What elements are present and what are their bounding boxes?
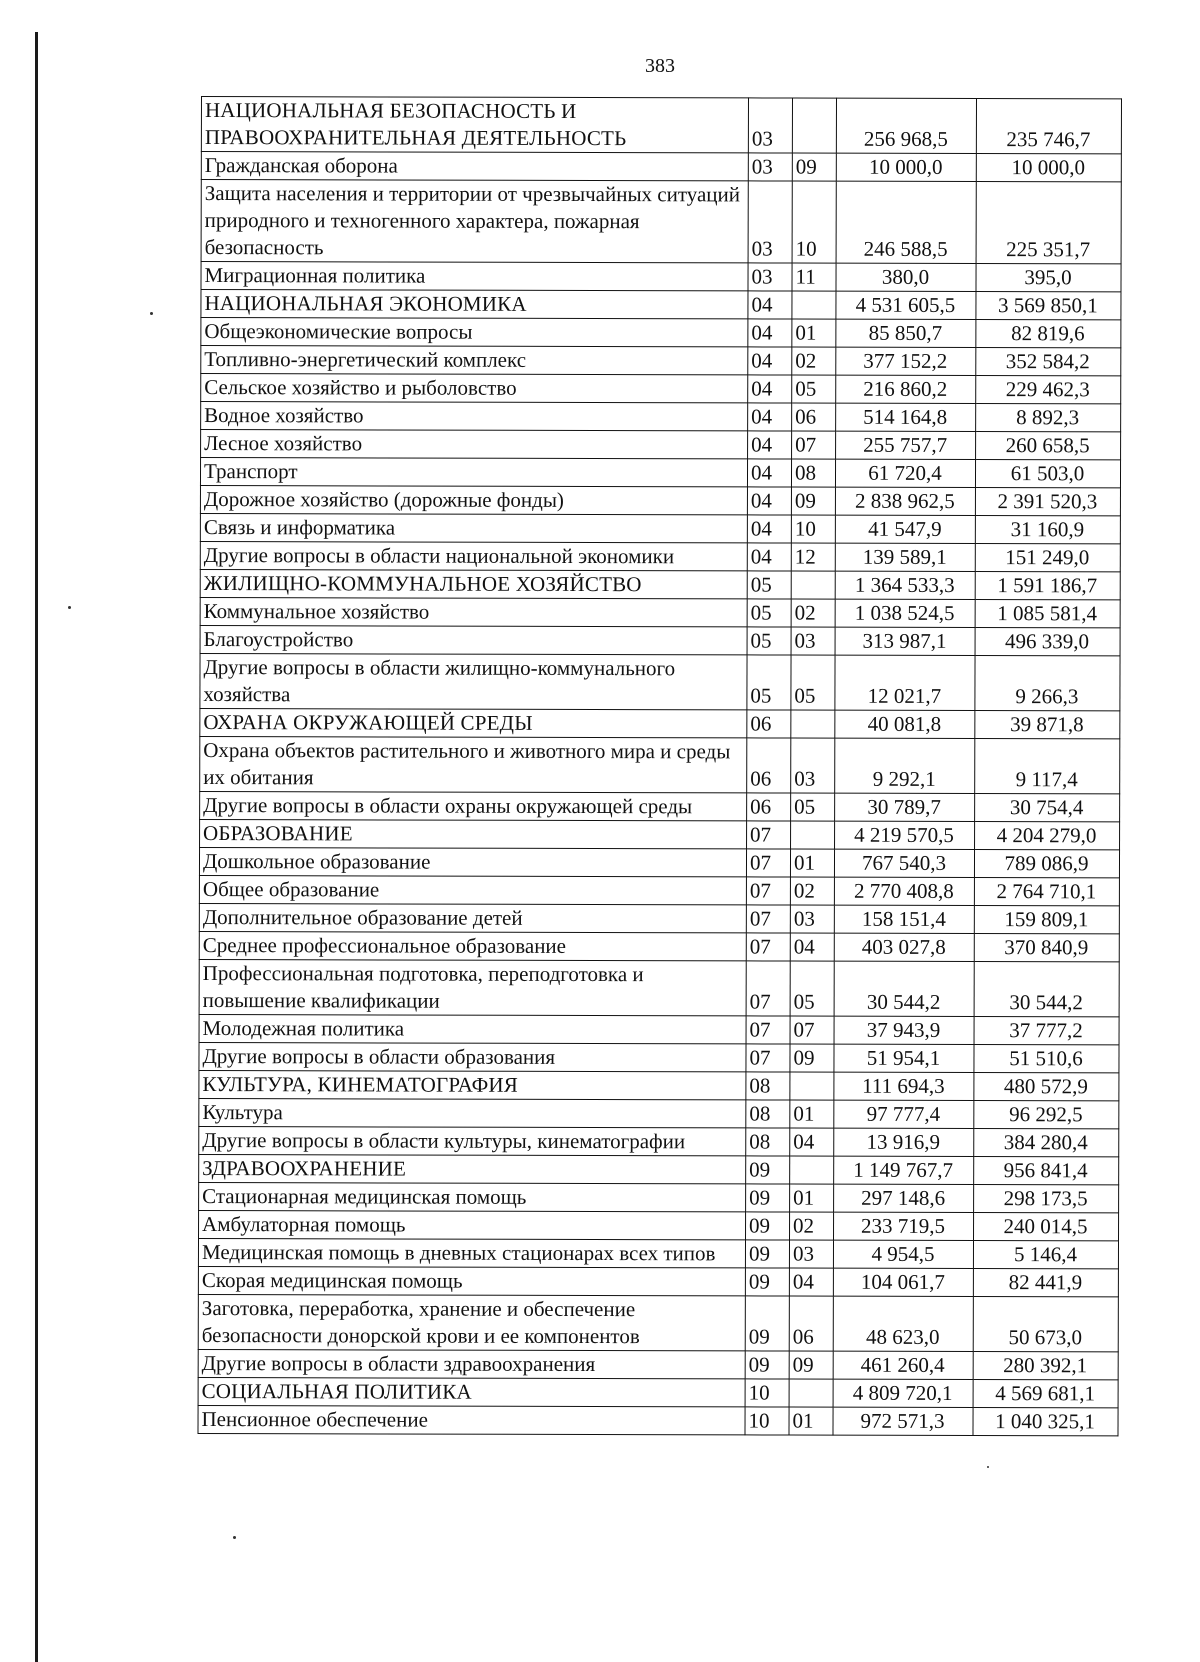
table-row — [198, 1405, 1118, 1435]
row-name-cell: Пенсионное обеспечение — [198, 1405, 745, 1434]
row-value-1-cell: 51 954,1 — [834, 1044, 974, 1072]
row-value-2-cell: 2 764 710,1 — [974, 878, 1119, 906]
row-value-1-cell: 4 954,5 — [833, 1240, 973, 1268]
table-row — [200, 653, 1120, 710]
row-section-code-cell: 05 — [747, 599, 791, 627]
row-subsection-code-cell: 04 — [790, 933, 834, 961]
row-name-cell: ОБРАЗОВАНИЕ — [200, 819, 747, 848]
row-section-code-cell: 04 — [747, 543, 791, 571]
row-name-cell: Транспорт — [200, 458, 747, 487]
row-subsection-code-cell — [791, 571, 835, 599]
row-name-cell: Гражданская оборона — [201, 152, 748, 181]
row-value-2-cell: 1 040 325,1 — [973, 1408, 1118, 1436]
row-name-cell: Другие вопросы в области охраны окружающей среды — [200, 791, 747, 820]
row-value-2-cell: 151 249,0 — [975, 544, 1120, 572]
row-section-code-cell: 09 — [746, 1212, 790, 1240]
row-name-cell: Топливно-энергетический комплекс — [201, 346, 748, 375]
row-name-cell: НАЦИОНАЛЬНАЯ ЭКОНОМИКА — [201, 290, 748, 319]
row-value-1-cell: 4 219 570,5 — [835, 821, 975, 849]
row-value-2-cell: 30 754,4 — [975, 794, 1120, 822]
row-name-cell: Благоустройство — [200, 625, 747, 654]
row-subsection-code-cell: 09 — [789, 1351, 833, 1379]
row-subsection-code-cell: 01 — [790, 849, 834, 877]
row-subsection-code-cell: 10 — [792, 181, 836, 263]
row-subsection-code-cell — [792, 291, 836, 319]
row-section-code-cell: 03 — [748, 181, 792, 263]
row-value-1-cell: 37 943,9 — [834, 1016, 974, 1044]
row-subsection-code-cell — [792, 98, 836, 153]
budget-table-body — [198, 97, 1121, 1436]
row-name-cell: Дополнительное образование детей — [199, 903, 746, 932]
row-section-code-cell: 04 — [748, 319, 792, 347]
row-section-code-cell: 08 — [746, 1100, 790, 1128]
row-subsection-code-cell: 05 — [791, 793, 835, 821]
row-name-cell: Дошкольное образование — [199, 847, 746, 876]
row-name-cell: Миграционная политика — [201, 262, 748, 291]
row-name-cell: Скорая медицинская помощь — [198, 1266, 745, 1295]
row-name-cell: Общеэкономические вопросы — [201, 318, 748, 347]
row-section-code-cell: 06 — [747, 793, 791, 821]
row-name-cell: Заготовка, переработка, хранение и обеспечение безопасности донорской крови и ее компонентов — [198, 1294, 745, 1350]
table-row — [200, 541, 1120, 571]
table-row — [200, 597, 1120, 627]
row-name-cell: Амбулаторная помощь — [199, 1210, 746, 1239]
row-value-2-cell: 384 280,4 — [974, 1129, 1119, 1157]
table-row — [201, 262, 1121, 292]
row-section-code-cell: 10 — [745, 1379, 789, 1407]
row-subsection-code-cell: 09 — [790, 1044, 834, 1072]
table-row — [200, 625, 1120, 655]
section-row — [199, 1154, 1119, 1184]
row-subsection-code-cell: 08 — [791, 459, 835, 487]
row-name-cell: Другие вопросы в области образования — [199, 1042, 746, 1071]
row-value-2-cell: 496 339,0 — [975, 628, 1120, 656]
table-row — [198, 1238, 1118, 1268]
row-section-code-cell: 04 — [748, 431, 792, 459]
row-subsection-code-cell: 01 — [790, 1184, 834, 1212]
row-value-1-cell: 30 789,7 — [835, 793, 975, 821]
row-value-1-cell: 1 038 524,5 — [835, 599, 975, 627]
row-section-code-cell: 05 — [747, 571, 791, 599]
row-value-1-cell: 104 061,7 — [833, 1268, 973, 1296]
table-row — [201, 346, 1121, 376]
row-section-code-cell: 10 — [745, 1407, 789, 1435]
row-subsection-code-cell: 02 — [790, 1212, 834, 1240]
row-value-2-cell: 229 462,3 — [976, 376, 1121, 404]
row-subsection-code-cell: 06 — [792, 403, 836, 431]
table-row — [201, 152, 1121, 182]
row-subsection-code-cell: 06 — [789, 1296, 833, 1351]
row-section-code-cell: 07 — [746, 849, 790, 877]
row-section-code-cell: 09 — [746, 1156, 790, 1184]
row-value-2-cell: 82 819,6 — [976, 320, 1121, 348]
row-subsection-code-cell — [791, 710, 835, 738]
row-name-cell: Общее образование — [199, 875, 746, 904]
table-row — [199, 1210, 1119, 1240]
row-value-1-cell: 1 364 533,3 — [835, 571, 975, 599]
row-subsection-code-cell: 03 — [790, 905, 834, 933]
row-section-code-cell: 09 — [745, 1268, 789, 1296]
row-value-2-cell: 10 000,0 — [976, 154, 1121, 182]
row-section-code-cell: 04 — [748, 347, 792, 375]
row-value-1-cell: 13 916,9 — [834, 1128, 974, 1156]
row-name-cell: Медицинская помощь в дневных стационарах всех типов — [198, 1238, 745, 1267]
row-section-code-cell: 07 — [746, 1044, 790, 1072]
row-value-2-cell: 30 544,2 — [974, 962, 1119, 1017]
row-value-1-cell: 61 720,4 — [835, 459, 975, 487]
section-row — [198, 1377, 1118, 1407]
row-value-1-cell: 30 544,2 — [834, 961, 974, 1016]
row-value-2-cell: 260 658,5 — [976, 432, 1121, 460]
row-subsection-code-cell: 05 — [792, 375, 836, 403]
row-subsection-code-cell: 04 — [789, 1268, 833, 1296]
page-number: 383 — [645, 55, 675, 77]
row-value-2-cell: 96 292,5 — [974, 1101, 1119, 1129]
budget-table-container — [197, 96, 1120, 1436]
row-section-code-cell: 09 — [745, 1351, 789, 1379]
row-value-1-cell: 972 571,3 — [833, 1407, 973, 1435]
row-name-cell: Сельское хозяйство и рыболовство — [201, 374, 748, 403]
table-row — [199, 1014, 1119, 1044]
row-name-cell: Молодежная политика — [199, 1014, 746, 1043]
row-name-cell: Стационарная медицинская помощь — [199, 1182, 746, 1211]
row-value-2-cell: 8 892,3 — [976, 404, 1121, 432]
table-row — [199, 959, 1119, 1016]
binding-edge-line — [35, 32, 38, 1662]
row-subsection-code-cell: 03 — [791, 627, 835, 655]
table-row — [201, 402, 1121, 432]
row-value-2-cell: 225 351,7 — [976, 182, 1121, 264]
row-value-1-cell: 1 149 767,7 — [834, 1156, 974, 1184]
row-name-cell: КУЛЬТУРА, КИНЕМАТОГРАФИЯ — [199, 1070, 746, 1099]
row-name-cell: Водное хозяйство — [201, 402, 748, 431]
row-value-2-cell: 39 871,8 — [975, 711, 1120, 739]
row-section-code-cell: 07 — [746, 961, 790, 1016]
row-value-2-cell: 5 146,4 — [973, 1241, 1118, 1269]
row-value-2-cell: 352 584,2 — [976, 348, 1121, 376]
row-value-1-cell: 85 850,7 — [836, 319, 976, 347]
row-section-code-cell: 09 — [745, 1240, 789, 1268]
row-value-2-cell: 370 840,9 — [974, 934, 1119, 962]
row-name-cell: СОЦИАЛЬНАЯ ПОЛИТИКА — [198, 1377, 745, 1406]
row-name-cell: ЗДРАВООХРАНЕНИЕ — [199, 1154, 746, 1183]
row-name-cell: Коммунальное хозяйство — [200, 597, 747, 626]
row-subsection-code-cell — [790, 1072, 834, 1100]
row-value-2-cell: 1 085 581,4 — [975, 600, 1120, 628]
row-section-code-cell: 03 — [748, 98, 792, 153]
section-row — [200, 819, 1120, 849]
table-row — [200, 736, 1120, 793]
table-row — [199, 847, 1119, 877]
row-name-cell: Профессиональная подготовка, переподготовка и повышение квалификации — [199, 959, 746, 1015]
table-row — [199, 931, 1119, 961]
row-value-1-cell: 377 152,2 — [836, 347, 976, 375]
row-section-code-cell: 06 — [747, 738, 791, 793]
row-value-1-cell: 256 968,5 — [836, 98, 976, 153]
row-value-1-cell: 297 148,6 — [834, 1184, 974, 1212]
row-value-2-cell: 789 086,9 — [974, 850, 1119, 878]
row-name-cell: Среднее профессиональное образование — [199, 931, 746, 960]
row-value-1-cell: 514 164,8 — [836, 403, 976, 431]
row-subsection-code-cell: 09 — [792, 153, 836, 181]
row-section-code-cell: 03 — [748, 153, 792, 181]
row-section-code-cell: 07 — [746, 933, 790, 961]
row-subsection-code-cell: 02 — [792, 347, 836, 375]
row-subsection-code-cell: 04 — [790, 1128, 834, 1156]
row-value-1-cell: 48 623,0 — [833, 1296, 973, 1351]
row-value-2-cell: 9 266,3 — [975, 656, 1120, 711]
row-value-1-cell: 111 694,3 — [834, 1072, 974, 1100]
row-value-1-cell: 9 292,1 — [835, 738, 975, 793]
table-row — [201, 318, 1121, 348]
section-row — [200, 569, 1120, 599]
row-section-code-cell: 04 — [747, 487, 791, 515]
row-name-cell: Связь и информатика — [200, 513, 747, 542]
table-row — [201, 180, 1121, 264]
row-section-code-cell: 04 — [747, 459, 791, 487]
table-row — [198, 1294, 1118, 1351]
row-value-1-cell: 4 531 605,5 — [836, 291, 976, 319]
row-value-1-cell: 4 809 720,1 — [833, 1379, 973, 1407]
row-subsection-code-cell: 07 — [792, 431, 836, 459]
scan-speck — [68, 606, 71, 609]
row-value-1-cell: 139 589,1 — [835, 543, 975, 571]
row-section-code-cell: 05 — [747, 655, 791, 710]
row-section-code-cell: 04 — [747, 515, 791, 543]
row-subsection-code-cell: 11 — [792, 263, 836, 291]
table-row — [200, 458, 1120, 488]
row-value-2-cell: 298 173,5 — [974, 1185, 1119, 1213]
row-subsection-code-cell: 07 — [790, 1016, 834, 1044]
row-value-1-cell: 767 540,3 — [834, 849, 974, 877]
row-subsection-code-cell: 05 — [791, 655, 835, 710]
row-subsection-code-cell: 09 — [791, 487, 835, 515]
row-value-1-cell: 41 547,9 — [835, 515, 975, 543]
row-value-2-cell: 82 441,9 — [973, 1269, 1118, 1297]
table-row — [199, 1098, 1119, 1128]
row-value-2-cell: 395,0 — [976, 264, 1121, 292]
row-name-cell: Другие вопросы в области здравоохранения — [198, 1349, 745, 1378]
row-value-1-cell: 10 000,0 — [836, 153, 976, 181]
row-value-1-cell: 12 021,7 — [835, 655, 975, 710]
row-value-2-cell: 159 809,1 — [974, 906, 1119, 934]
table-row — [200, 485, 1120, 515]
row-value-2-cell: 4 569 681,1 — [973, 1380, 1118, 1408]
table-row — [200, 791, 1120, 821]
row-subsection-code-cell: 02 — [791, 599, 835, 627]
row-name-cell: НАЦИОНАЛЬНАЯ БЕЗОПАСНОСТЬ И ПРАВООХРАНИТЕЛЬНАЯ ДЕЯТЕЛЬНОСТЬ — [201, 97, 748, 153]
row-section-code-cell: 07 — [746, 905, 790, 933]
row-value-2-cell: 61 503,0 — [975, 460, 1120, 488]
row-section-code-cell: 04 — [748, 291, 792, 319]
row-value-2-cell: 956 841,4 — [974, 1157, 1119, 1185]
row-subsection-code-cell: 12 — [791, 543, 835, 571]
table-row — [200, 513, 1120, 543]
row-value-2-cell: 1 591 186,7 — [975, 572, 1120, 600]
row-name-cell: Другие вопросы в области жилищно-коммунального хозяйства — [200, 653, 747, 709]
scan-speck — [233, 1536, 236, 1539]
row-value-2-cell: 240 014,5 — [974, 1213, 1119, 1241]
table-row — [201, 374, 1121, 404]
row-value-2-cell: 235 746,7 — [976, 99, 1121, 154]
table-row — [198, 1349, 1118, 1379]
row-subsection-code-cell — [790, 1156, 834, 1184]
row-section-code-cell: 07 — [747, 821, 791, 849]
row-subsection-code-cell: 05 — [790, 961, 834, 1016]
row-value-1-cell: 233 719,5 — [834, 1212, 974, 1240]
row-section-code-cell: 09 — [745, 1296, 789, 1351]
row-section-code-cell: 04 — [748, 403, 792, 431]
row-section-code-cell: 07 — [746, 877, 790, 905]
row-section-code-cell: 08 — [746, 1128, 790, 1156]
table-row — [201, 430, 1121, 460]
row-value-1-cell: 380,0 — [836, 263, 976, 291]
row-name-cell: Охрана объектов растительного и животного мира и среды их обитания — [200, 736, 747, 792]
row-value-2-cell: 31 160,9 — [975, 516, 1120, 544]
row-subsection-code-cell: 01 — [789, 1407, 833, 1435]
row-section-code-cell: 07 — [746, 1016, 790, 1044]
row-value-1-cell: 216 860,2 — [836, 375, 976, 403]
row-value-1-cell: 2 770 408,8 — [834, 877, 974, 905]
row-subsection-code-cell — [789, 1379, 833, 1407]
row-value-1-cell: 255 757,7 — [836, 431, 976, 459]
section-row — [200, 708, 1120, 738]
row-value-1-cell: 246 588,5 — [836, 181, 976, 263]
row-name-cell: Лесное хозяйство — [201, 430, 748, 459]
table-row — [199, 903, 1119, 933]
table-row — [199, 1042, 1119, 1072]
row-value-1-cell: 158 151,4 — [834, 905, 974, 933]
row-section-code-cell: 03 — [748, 263, 792, 291]
row-name-cell: ОХРАНА ОКРУЖАЮЩЕЙ СРЕДЫ — [200, 708, 747, 737]
row-name-cell: Защита населения и территории от чрезвычайных ситуаций природного и техногенного характера, пожарная безопасность — [201, 180, 748, 263]
row-section-code-cell: 04 — [748, 375, 792, 403]
row-value-1-cell: 461 260,4 — [833, 1351, 973, 1379]
row-subsection-code-cell: 03 — [791, 738, 835, 793]
row-section-code-cell: 08 — [746, 1072, 790, 1100]
scan-speck — [987, 1466, 989, 1468]
row-value-1-cell: 40 081,8 — [835, 710, 975, 738]
row-subsection-code-cell: 02 — [790, 877, 834, 905]
row-value-1-cell: 2 838 962,5 — [835, 487, 975, 515]
row-value-2-cell: 37 777,2 — [974, 1017, 1119, 1045]
section-row — [201, 97, 1121, 154]
table-row — [198, 1266, 1118, 1296]
row-name-cell: Культура — [199, 1098, 746, 1127]
row-value-1-cell: 97 777,4 — [834, 1100, 974, 1128]
row-subsection-code-cell: 03 — [789, 1240, 833, 1268]
scan-speck — [150, 312, 153, 315]
row-subsection-code-cell: 01 — [790, 1100, 834, 1128]
table-row — [199, 875, 1119, 905]
row-value-2-cell: 2 391 520,3 — [975, 488, 1120, 516]
row-value-2-cell: 480 572,9 — [974, 1073, 1119, 1101]
row-name-cell: Другие вопросы в области национальной экономики — [200, 541, 747, 570]
row-value-2-cell: 9 117,4 — [975, 739, 1120, 794]
row-name-cell: Другие вопросы в области культуры, кинематографии — [199, 1126, 746, 1155]
row-value-1-cell: 313 987,1 — [835, 627, 975, 655]
row-subsection-code-cell: 01 — [792, 319, 836, 347]
row-section-code-cell: 06 — [747, 710, 791, 738]
row-name-cell: Дорожное хозяйство (дорожные фонды) — [200, 485, 747, 514]
row-subsection-code-cell: 10 — [791, 515, 835, 543]
row-value-2-cell: 4 204 279,0 — [975, 822, 1120, 850]
budget-table — [197, 96, 1121, 1436]
row-section-code-cell: 09 — [746, 1184, 790, 1212]
row-value-2-cell: 50 673,0 — [973, 1297, 1118, 1352]
row-name-cell: ЖИЛИЩНО-КОММУНАЛЬНОЕ ХОЗЯЙСТВО — [200, 569, 747, 598]
row-subsection-code-cell — [791, 821, 835, 849]
section-row — [201, 290, 1121, 320]
row-value-1-cell: 403 027,8 — [834, 933, 974, 961]
row-value-2-cell: 280 392,1 — [973, 1352, 1118, 1380]
section-row — [199, 1070, 1119, 1100]
row-section-code-cell: 05 — [747, 627, 791, 655]
row-value-2-cell: 3 569 850,1 — [976, 292, 1121, 320]
table-row — [199, 1182, 1119, 1212]
row-value-2-cell: 51 510,6 — [974, 1045, 1119, 1073]
table-row — [199, 1126, 1119, 1156]
